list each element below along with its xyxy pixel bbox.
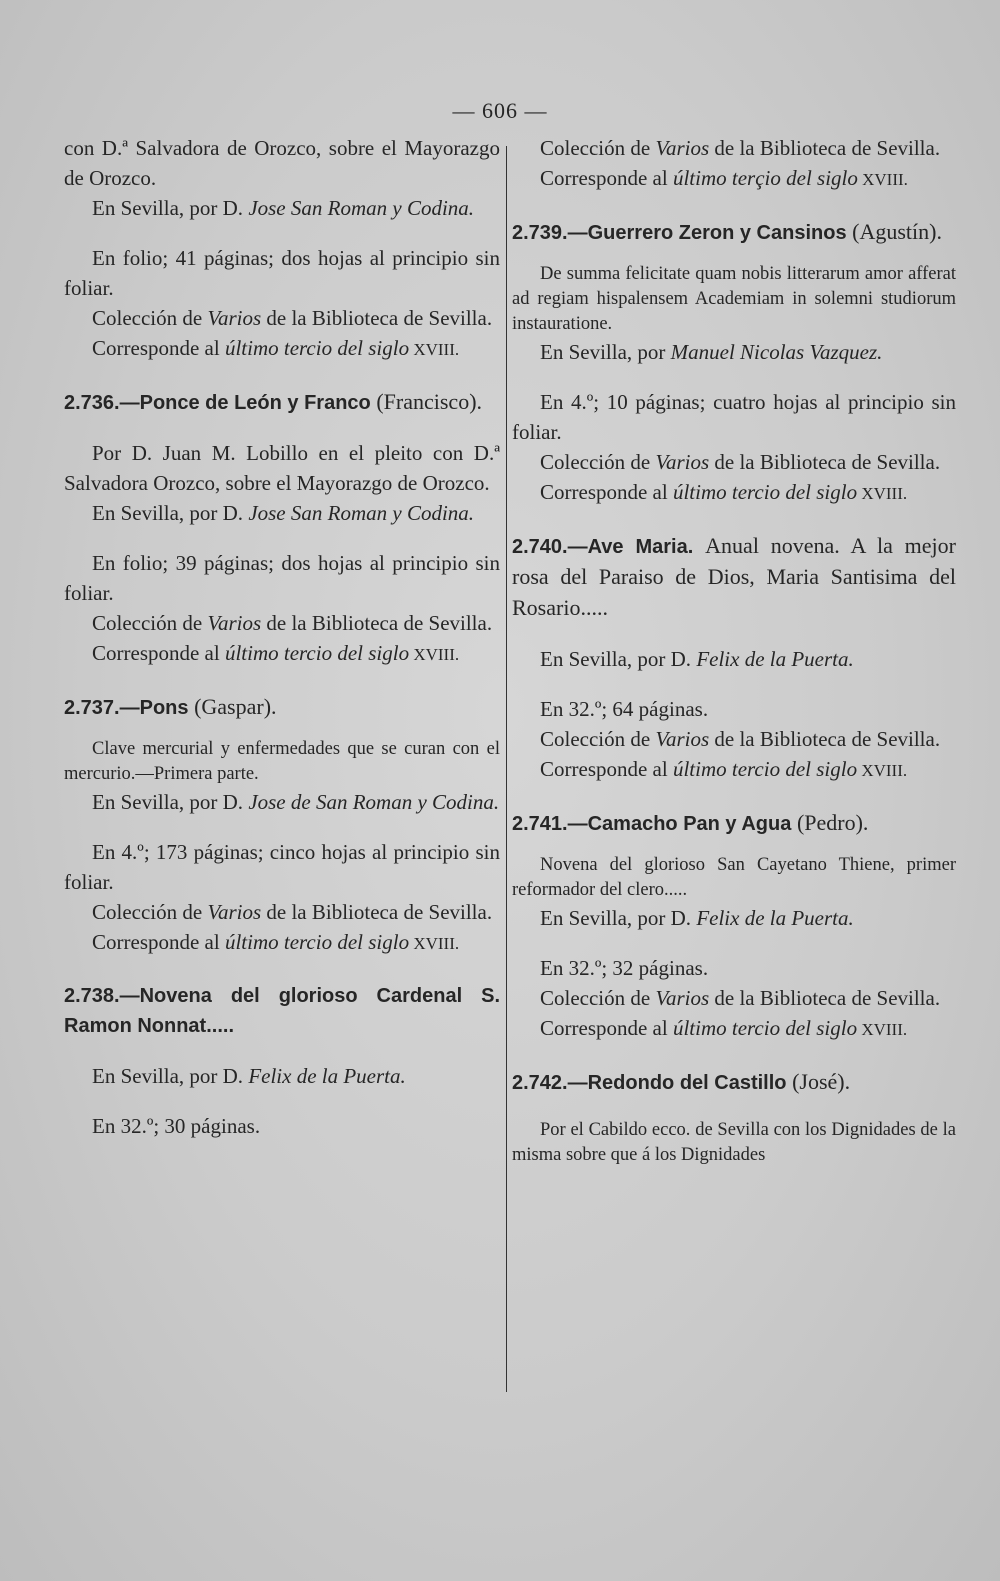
- right-column: [512, 133, 956, 1168]
- entry-heading-2742: 2.742.—Redondo del Castillo (José).: [512, 1069, 851, 1094]
- collection: Colección de Varios de la Biblioteca de Sevilla.: [92, 611, 493, 635]
- work-title: Novena del glorioso San Cayetano Thiene, primer reformador del clero.....: [512, 855, 956, 900]
- entry-heading-2740: 2.740.—Ave Maria. Anual novena. A la mejor rosa del Paraiso de Dios, Maria Santisima del Rosario.....: [512, 533, 956, 620]
- collection: Colección de Varios de la Biblioteca de Sevilla.: [540, 986, 941, 1010]
- format: En 32.º; 30 páginas.: [92, 1114, 261, 1138]
- format: En folio; 41 páginas; dos hojas al principio sin foliar.: [64, 246, 500, 300]
- entry-heading-2738: 2.738.—Novena del glorioso Cardenal S. Ramon Nonnat.....: [64, 985, 500, 1037]
- entry-heading-2741: 2.741.—Camacho Pan y Agua (Pedro).: [512, 810, 869, 835]
- work-title: Por el Cabildo ecco. de Sevilla con los Dignidades de la misma sobre que á los Dignidades: [512, 1120, 956, 1165]
- work-title: De summa felicitate quam nobis litterarum amor afferat ad regiam hispalensem Academiam in solemni studiorum instauratione.: [512, 264, 956, 334]
- collection: Colección de Varios de la Biblioteca de Sevilla.: [540, 136, 941, 160]
- format: En folio; 39 páginas; dos hojas al principio sin foliar.: [64, 551, 500, 605]
- format: En 32.º; 32 páginas.: [540, 956, 709, 980]
- imprint: En Sevilla, por D. Felix de la Puerta.: [92, 1064, 406, 1088]
- dating: Corresponde al último tercio del siglo XVIII.: [540, 1016, 908, 1040]
- dating: Corresponde al último tercio del siglo XVIII.: [92, 641, 460, 665]
- dating: Corresponde al último terçio del siglo XVIII.: [540, 166, 908, 190]
- imprint: En Sevilla, por D. Jose de San Roman y Codina.: [92, 790, 500, 814]
- left-column: [64, 133, 500, 1141]
- imprint: En Sevilla, por D. Felix de la Puerta.: [540, 906, 854, 930]
- imprint: En Sevilla, por Manuel Nicolas Vazquez.: [540, 340, 883, 364]
- entry-heading-2739: 2.739.—Guerrero Zeron y Cansinos (Agustín).: [512, 219, 942, 244]
- entry-heading-2736: 2.736.—Ponce de León y Franco (Francisco).: [64, 389, 483, 414]
- dating: Corresponde al último tercio del siglo XVIII.: [540, 480, 908, 504]
- format: En 32.º; 64 páginas.: [540, 697, 709, 721]
- format: En 4.º; 173 páginas; cinco hojas al principio sin foliar.: [64, 840, 500, 894]
- dating: Corresponde al último tercio del siglo XVIII.: [92, 336, 460, 360]
- collection: Colección de Varios de la Biblioteca de Sevilla.: [92, 306, 493, 330]
- collection: Colección de Varios de la Biblioteca de Sevilla.: [540, 727, 941, 751]
- imprint: En Sevilla, por D. Felix de la Puerta.: [540, 647, 854, 671]
- imprint: En Sevilla, por D. Jose San Roman y Codina.: [92, 196, 475, 220]
- entry-heading-2737: 2.737.—Pons (Gaspar).: [64, 694, 277, 719]
- page-number: — 606 —: [452, 98, 548, 123]
- column-divider: [506, 146, 507, 1392]
- collection: Colección de Varios de la Biblioteca de Sevilla.: [540, 450, 941, 474]
- dating: Corresponde al último tercio del siglo XVIII.: [540, 757, 908, 781]
- paragraph: Por D. Juan M. Lobillo en el pleito con D.ª Salvadora Orozco, sobre el Mayorazgo de Orozco.: [64, 441, 500, 495]
- format: En 4.º; 10 páginas; cuatro hojas al principio sin foliar.: [512, 390, 956, 444]
- work-title: Clave mercurial y enfermedades que se curan con el mercurio.—Primera parte.: [64, 739, 500, 784]
- imprint: En Sevilla, por D. Jose San Roman y Codina.: [92, 501, 475, 525]
- paragraph: con D.ª Salvadora de Orozco, sobre el Mayorazgo de Orozco.: [64, 136, 500, 190]
- dating: Corresponde al último tercio del siglo XVIII.: [92, 930, 460, 954]
- collection: Colección de Varios de la Biblioteca de Sevilla.: [92, 900, 493, 924]
